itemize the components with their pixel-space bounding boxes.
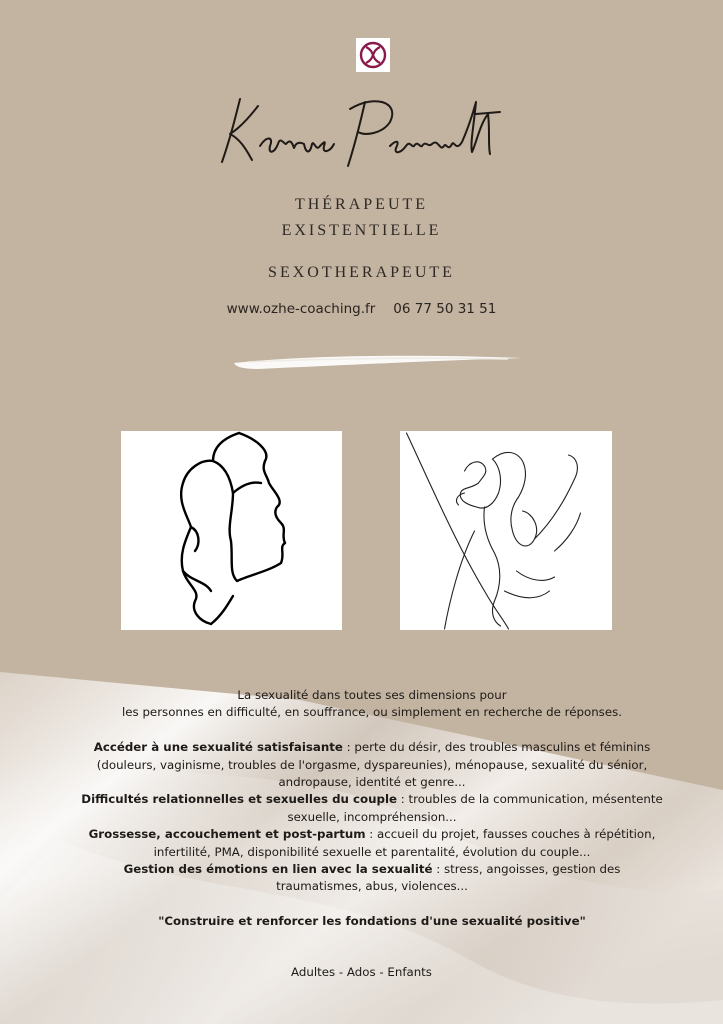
section-pregnancy <box>80 826 664 861</box>
woman-silhouette-line-art-icon <box>400 431 612 630</box>
title-therapeute: THÉRAPEUTE <box>294 196 429 213</box>
section-text: : stress, angoisses, gestion des traumatismes, abus, violences... <box>276 862 621 894</box>
quote-text: "Construire et renforcer les fondations d'une sexualité positive" <box>158 914 586 929</box>
phone-number[interactable]: 06 77 50 31 51 <box>393 301 497 317</box>
section-couple <box>80 791 664 826</box>
intro-line-2: les personnes en difficulté, en souffrance, ou simplement en recherche de réponses. <box>122 705 622 720</box>
section-emotions <box>80 861 664 896</box>
ozhe-logo-icon <box>356 38 390 72</box>
section-desire <box>80 739 664 791</box>
intro-line-1: La sexualité dans toutes ses dimensions pour <box>237 688 507 702</box>
title-existentielle: EXISTENTIELLE <box>281 222 442 239</box>
section-text: : accueil du projet, fausses couches à répétition, infertilité, PMA, disponibilité sexuelle et parentalité, évolution du couple... <box>153 827 656 859</box>
face-profile-line-art-icon <box>121 431 342 630</box>
section-heading: Accéder à une sexualité satisfaisante <box>93 740 343 755</box>
section-heading: Gestion des émotions en lien avec la sexualité <box>123 862 433 877</box>
name-signature-graphic <box>200 84 550 184</box>
section-text: : perte du désir, des troubles masculins et féminins (douleurs, vaginisme, troubles de l'orgasme, dyspareunies), ménopause, sexualité du sénior, andropause, identité et genre... <box>96 740 651 790</box>
contact-line <box>0 301 723 317</box>
section-text: : troubles de la communication, mésentente sexuelle, incompréhension... <box>287 792 663 824</box>
brush-stroke-divider <box>228 349 528 373</box>
section-heading: Grossesse, accouchement et post-partum <box>88 827 366 842</box>
audience-footer: Adultes - Ados - Enfants <box>291 965 432 979</box>
quote <box>80 913 664 930</box>
website-link[interactable]: www.ozhe-coaching.fr <box>226 301 376 317</box>
title-sexotherapeute: SEXOTHERAPEUTE <box>268 264 455 281</box>
section-heading: Difficultés relationnelles et sexuelles du couple <box>81 792 398 807</box>
description-text <box>80 687 664 931</box>
